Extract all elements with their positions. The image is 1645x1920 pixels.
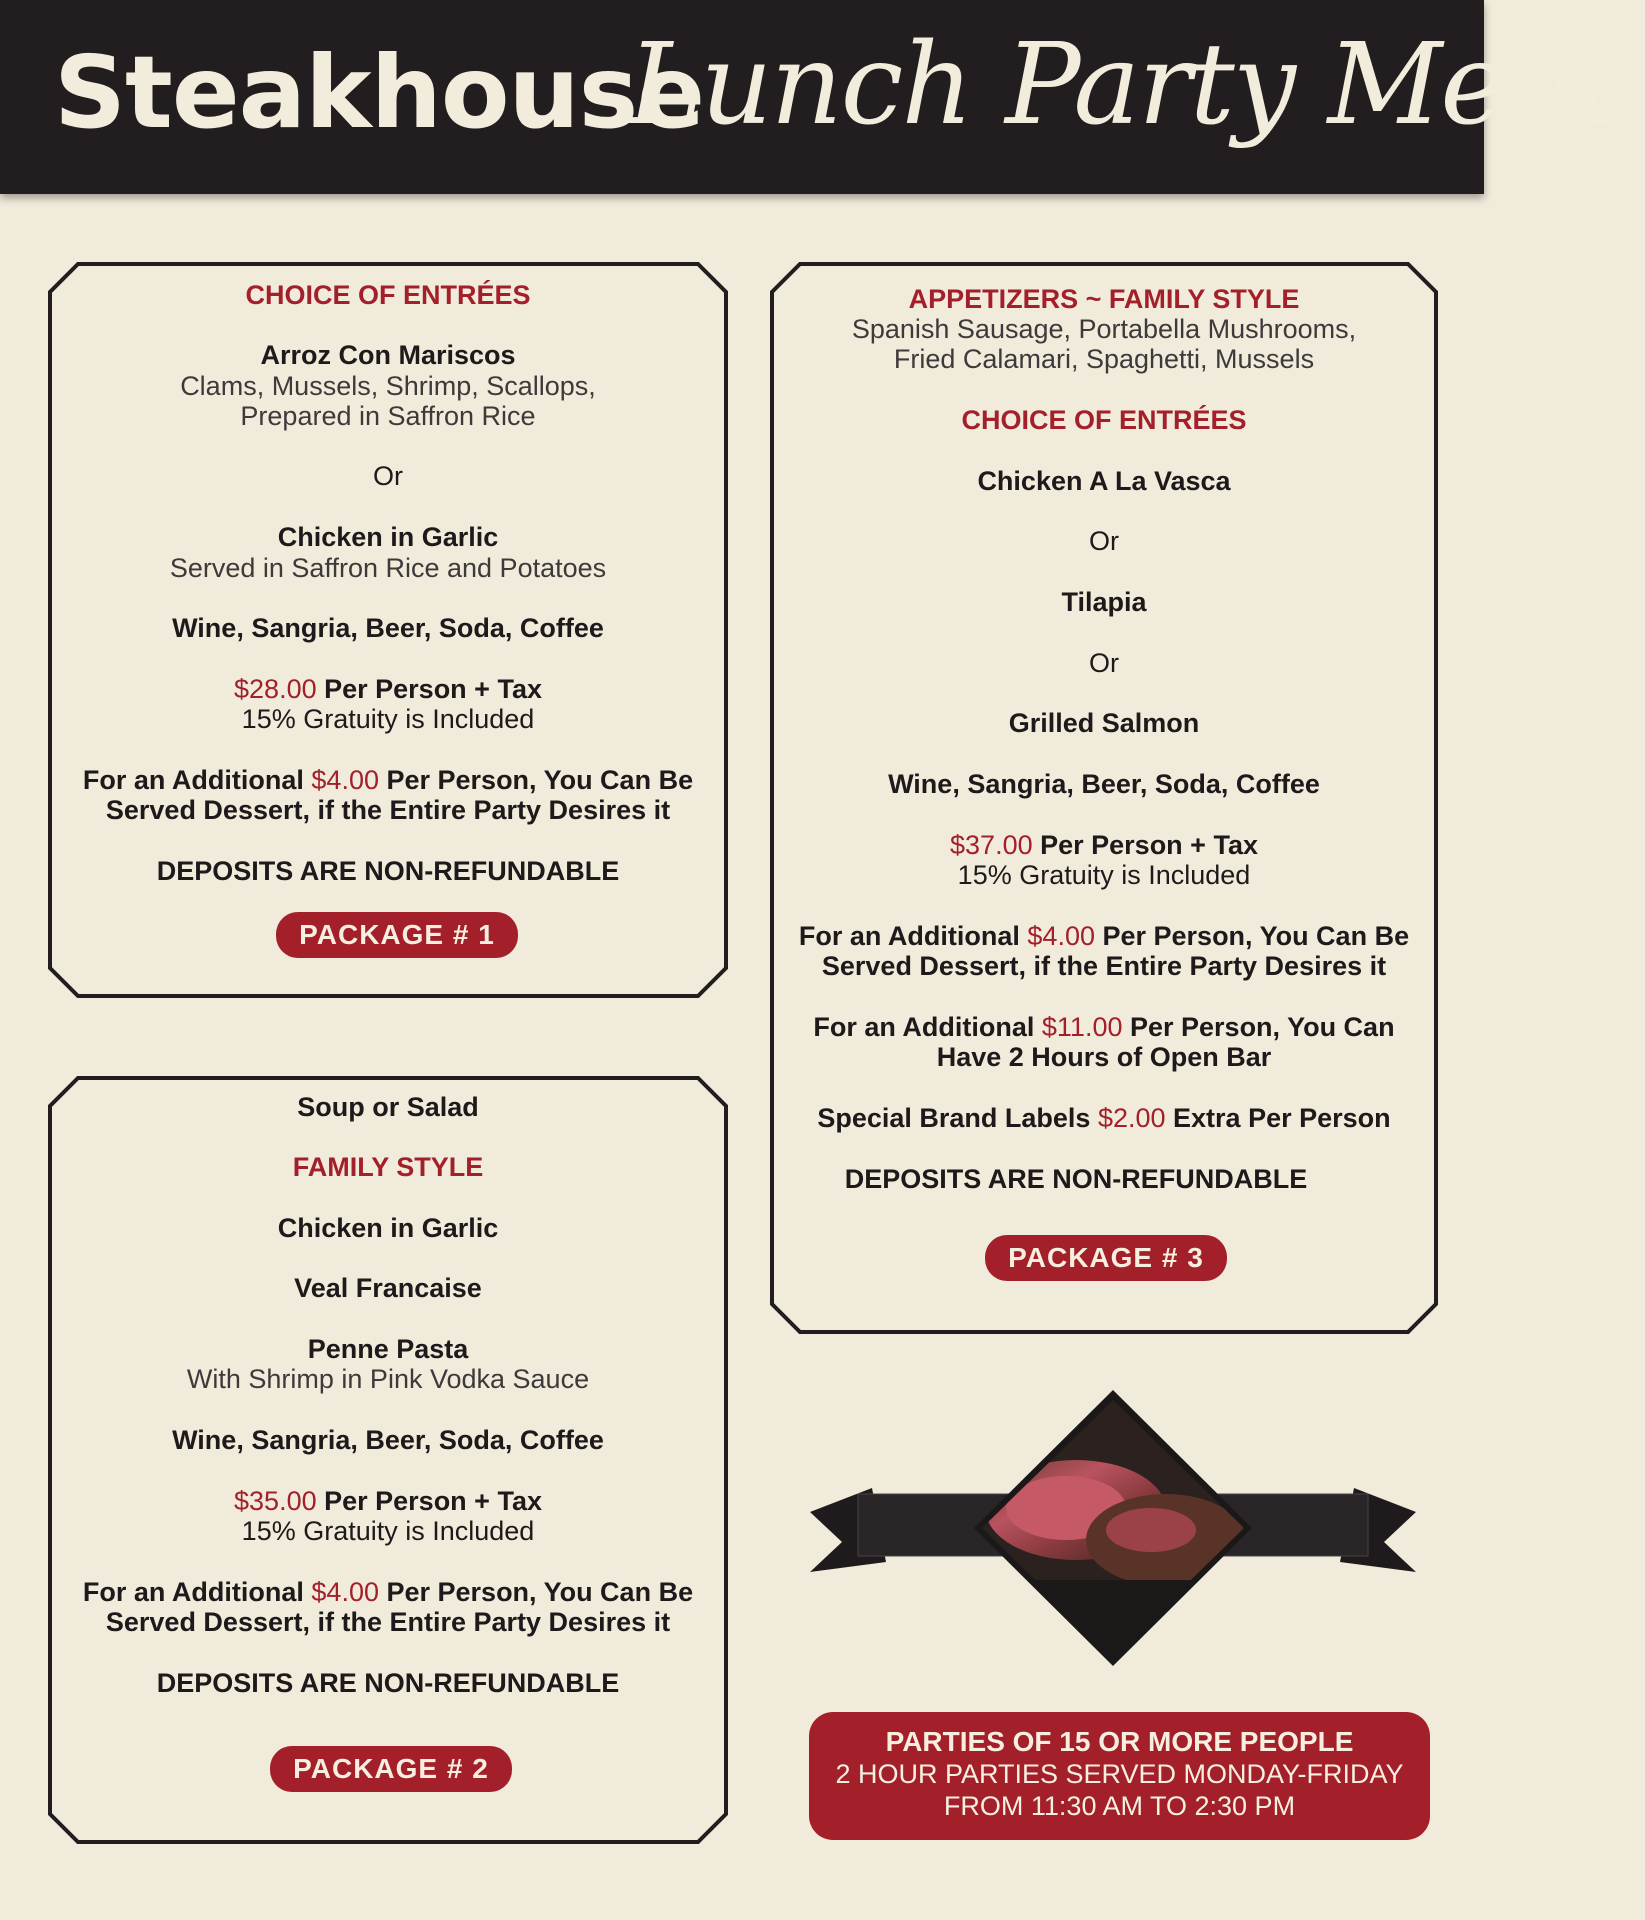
package-1-badge: PACKAGE # 1 xyxy=(276,912,518,958)
package-3-price-line xyxy=(770,830,1438,861)
info-line-2: 2 HOUR PARTIES SERVED MONDAY-FRIDAY xyxy=(835,1759,1404,1789)
package-2-dessert-post: Per Person, You Can Be xyxy=(378,1577,694,1607)
package-3-brand-pre: Special Brand Labels xyxy=(817,1103,1098,1133)
package-3-bar-line-2: Have 2 Hours of Open Bar xyxy=(936,1042,1272,1072)
package-1-item-1-desc-2: Prepared in Saffron Rice xyxy=(240,401,536,431)
package-3-bar-line-1 xyxy=(770,1012,1438,1043)
party-info-panel xyxy=(809,1712,1430,1840)
package-2-item-2: Veal Francaise xyxy=(294,1273,482,1303)
package-1-deposits: DEPOSITS ARE NON-REFUNDABLE xyxy=(156,856,620,886)
package-3-deposits: DEPOSITS ARE NON-REFUNDABLE xyxy=(844,1164,1308,1194)
package-3-item-2: Tilapia xyxy=(1061,587,1147,617)
package-3-dessert-price: $4.00 xyxy=(1027,921,1095,951)
package-3-bar-price: $11.00 xyxy=(1041,1012,1123,1042)
header-banner xyxy=(0,0,1645,194)
package-3-gratuity: 15% Gratuity is Included xyxy=(957,860,1251,890)
package-3-brand-line xyxy=(770,1103,1438,1134)
package-1-price-suffix: Per Person + Tax xyxy=(316,674,542,704)
title-script: Lunch Party Menu xyxy=(628,20,1645,150)
info-line-3: FROM 11:30 AM TO 2:30 PM xyxy=(943,1791,1296,1821)
steak-ribbon-graphic xyxy=(806,1390,1420,1660)
package-2-dessert-line-1 xyxy=(48,1577,728,1608)
package-1-price: $28.00 xyxy=(234,674,317,704)
info-line-1: PARTIES OF 15 OR MORE PEOPLE xyxy=(885,1726,1354,1757)
package-2-price: $35.00 xyxy=(234,1486,317,1516)
package-1-heading: CHOICE OF ENTRÉES xyxy=(245,280,531,310)
package-2-item-3-desc: With Shrimp in Pink Vodka Sauce xyxy=(186,1364,590,1394)
package-1-item-1-desc-1: Clams, Mussels, Shrimp, Scallops, xyxy=(180,371,596,401)
package-1-dessert-line-2: Served Dessert, if the Entire Party Desires it xyxy=(105,795,671,825)
package-3-or-1: Or xyxy=(1089,526,1119,556)
title-bold: Steakhouse xyxy=(54,34,705,151)
package-2-box xyxy=(48,1076,728,1844)
package-3-box xyxy=(770,262,1438,1334)
package-3-brand-post: Extra Per Person xyxy=(1165,1103,1391,1133)
package-1-item-2-desc: Served in Saffron Rice and Potatoes xyxy=(169,553,607,583)
package-1-dessert-pre: For an Additional xyxy=(82,765,312,795)
package-2-dessert-pre: For an Additional xyxy=(82,1577,312,1607)
package-1-or: Or xyxy=(373,461,403,491)
package-3-appetizers-1: Spanish Sausage, Portabella Mushrooms, xyxy=(851,314,1357,344)
package-2-price-line xyxy=(48,1486,728,1517)
package-3-bar-post: Per Person, You Can xyxy=(1122,1012,1395,1042)
package-3-price-suffix: Per Person + Tax xyxy=(1032,830,1258,860)
package-2-dessert-line-2: Served Dessert, if the Entire Party Desires it xyxy=(105,1607,671,1637)
package-2-heading: FAMILY STYLE xyxy=(292,1152,484,1182)
package-1-dessert-price: $4.00 xyxy=(311,765,379,795)
package-2-frame xyxy=(48,1076,728,1844)
package-1-dessert-post: Per Person, You Can Be xyxy=(378,765,694,795)
package-3-or-2: Or xyxy=(1089,648,1119,678)
package-1-gratuity: 15% Gratuity is Included xyxy=(241,704,535,734)
package-2-item-3: Penne Pasta xyxy=(307,1334,469,1364)
package-3-brand-price: $2.00 xyxy=(1097,1103,1166,1133)
package-1-drinks: Wine, Sangria, Beer, Soda, Coffee xyxy=(172,613,604,643)
package-2-item-1: Chicken in Garlic xyxy=(277,1213,499,1243)
package-3-price: $37.00 xyxy=(950,830,1033,860)
package-3-item-1: Chicken A La Vasca xyxy=(977,466,1231,496)
package-1-dessert-line-1 xyxy=(48,765,728,796)
package-2-deposits: DEPOSITS ARE NON-REFUNDABLE xyxy=(156,1668,620,1698)
package-3-item-3: Grilled Salmon xyxy=(1008,708,1200,738)
package-1-price-line xyxy=(48,674,728,705)
steak-photo xyxy=(976,1390,1256,1670)
package-3-dessert-pre: For an Additional xyxy=(798,921,1028,951)
package-2-drinks: Wine, Sangria, Beer, Soda, Coffee xyxy=(172,1425,604,1455)
package-2-price-suffix: Per Person + Tax xyxy=(316,1486,542,1516)
package-3-bar-pre: For an Additional xyxy=(813,1012,1042,1042)
package-3-heading: CHOICE OF ENTRÉES xyxy=(961,405,1247,435)
package-2-soup: Soup or Salad xyxy=(297,1092,479,1122)
package-3-dessert-line-2: Served Dessert, if the Entire Party Desires it xyxy=(821,951,1387,981)
package-3-appetizers-2: Fried Calamari, Spaghetti, Mussels xyxy=(893,344,1315,374)
package-1-box xyxy=(48,262,728,998)
package-2-dessert-price: $4.00 xyxy=(311,1577,379,1607)
package-3-badge: PACKAGE # 3 xyxy=(985,1235,1227,1281)
package-2-badge: PACKAGE # 2 xyxy=(270,1746,512,1792)
package-3-dessert-post: Per Person, You Can Be xyxy=(1094,921,1410,951)
package-2-gratuity: 15% Gratuity is Included xyxy=(241,1516,535,1546)
package-3-drinks: Wine, Sangria, Beer, Soda, Coffee xyxy=(888,769,1320,799)
package-3-appetizers-heading: APPETIZERS ~ FAMILY STYLE xyxy=(908,284,1300,314)
package-1-item-2: Chicken in Garlic xyxy=(277,522,499,552)
package-3-dessert-line-1 xyxy=(770,921,1438,952)
package-1-item-1: Arroz Con Mariscos xyxy=(260,340,516,370)
